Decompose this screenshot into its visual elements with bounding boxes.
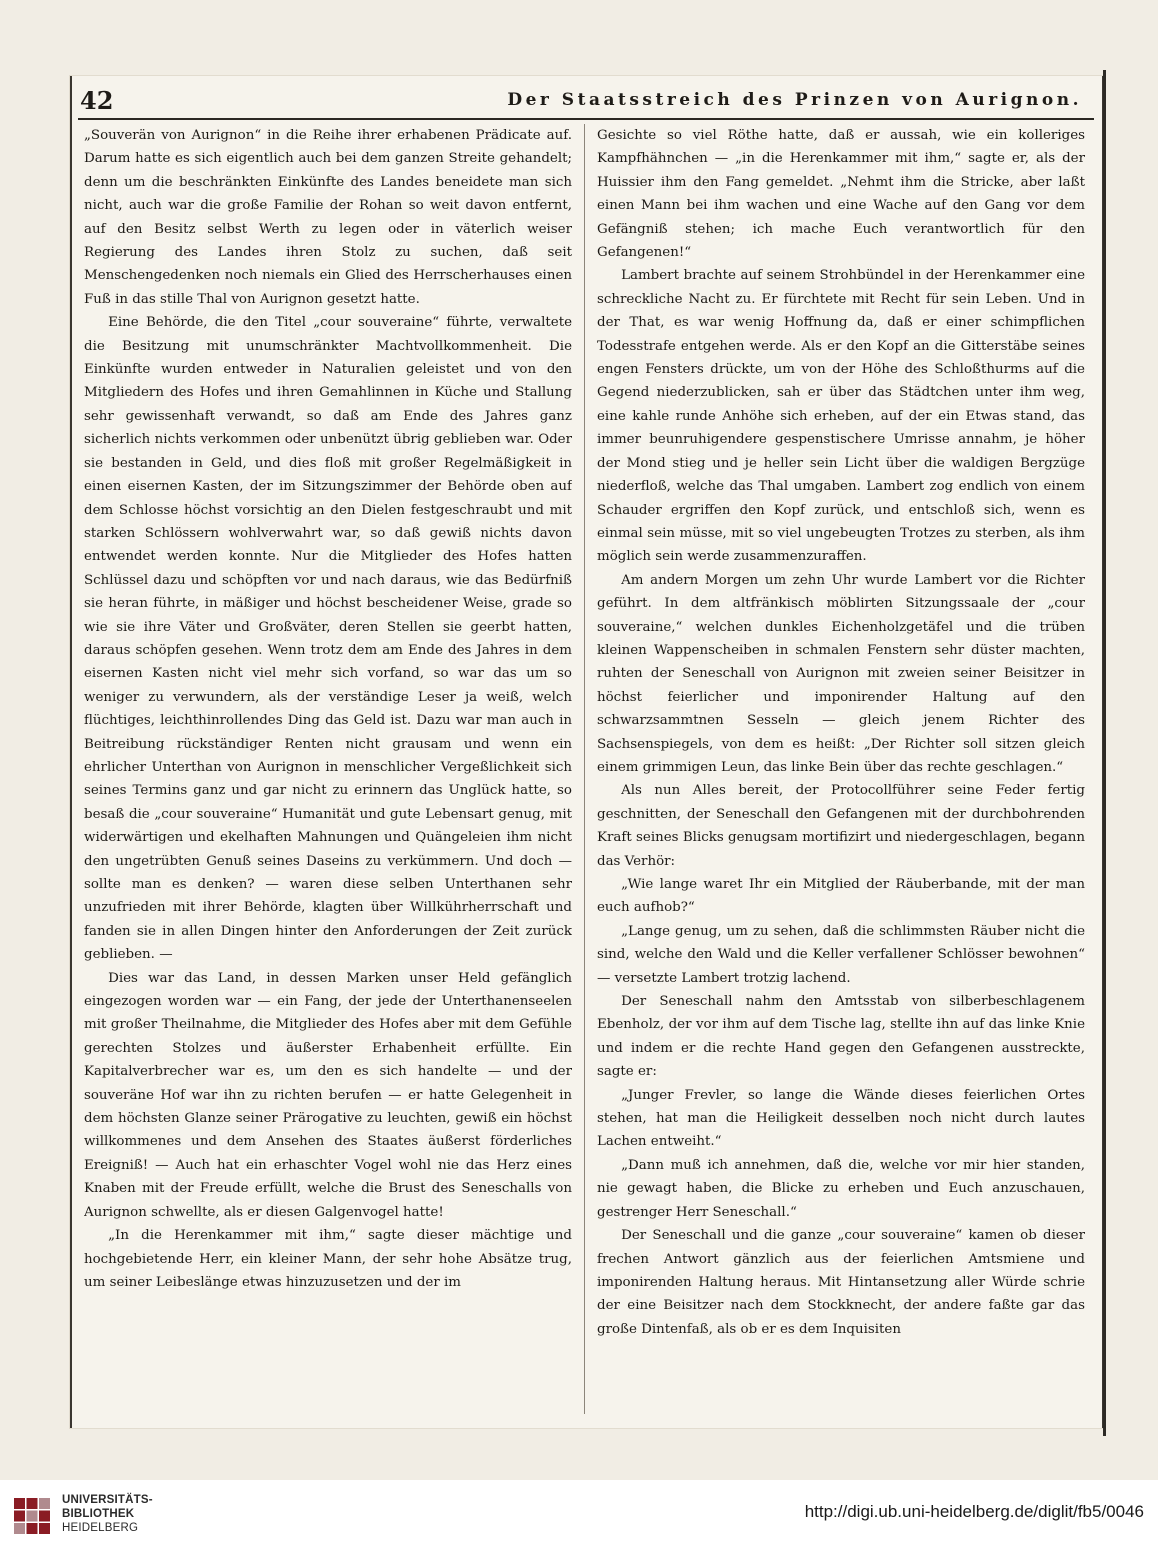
paragraph: „Junger Frevler, so lange die Wände dieses feierlichen Ortes stehen, hat man die Heiligkeit desselben noch nicht durch lautes Lachen entweiht.“ (597, 1087, 1085, 1150)
paragraph: Der Seneschall und die ganze „cour souveraine“ kamen ob dieser frechen Antwort gänzlich aus der feierlichen Amtsmiene und imponirenden Haltung heraus. Mit Hintansetzung aller Würde schrie der eine Beisitzer nach dem Stockknecht, der andere faßte gar das große Dintenfaß, als ob er es dem Inquisiten (597, 1228, 1085, 1337)
library-name-line3: HEIDELBERG (62, 1522, 139, 1534)
library-name-line2: BIBLIOTHEK (62, 1508, 135, 1520)
paragraph: „Dann muß ich annehmen, daß die, welche vor mir hier standen, nie gewagt haben, die Blicke zu erheben und Euch anzuschauen, gestrenger Herr Seneschall.“ (597, 1157, 1085, 1220)
library-name-line1: UNIVERSITÄTS- (62, 1494, 153, 1506)
page-header (80, 86, 1090, 114)
paragraph: Am andern Morgen um zehn Uhr wurde Lambert vor die Richter geführt. In dem altfränkisch möblirten Sitzungssaale der „cour souveraine,“ welchen dunkles Eichenholzgetäfel und die trüben kleinen Wappenscheiben in schmalen Fenstern sehr düster machten, ruhten der Seneschall von Aurignon mit zweien seiner Beisitzer in höchst feierlicher und imponirender Haltung auf den schwarzsammtnen Sesseln — gleich jenem Richter des Sachsenspiegels, von dem es heißt: „Der Richter soll sitzen gleich einem grimmigen Leun, das linke Bein über das rechte geschlagen.“ (597, 572, 1085, 775)
university-library-logo-icon[interactable] (12, 1496, 52, 1536)
paragraph: Eine Behörde, die den Titel „cour souveraine“ führte, verwaltete die Besitzung mit unumschränkter Machtvollkommenheit. Die Einkünfte wurden entweder in Naturalien geleistet und von den Mitgliedern des Hofes und ihren Gemahlinnen in Küche und Stallung sehr gewissenhaft verwandt, so daß am Ende des Jahres ganz sicherlich nichts verkommen oder unbenützt übrig geblieben war. Oder sie bestanden in Geld, und dies floß mit großer Regelmäßigkeit in einen eisernen Kasten, der im Sitzungszimmer der Behörde oben auf dem Schlosse höchst vorsichtig an den Dielen festgeschraubt und mit starken Schlössern wohlverwahrt war, so daß gewiß nichts davon entwendet werden konnte. Nur die Mitglieder des Hofes hatten Schlüssel dazu und schöpften vor und nach daraus, wie das Bedürfniß sie heran führte, in mäßiger und höchst bescheidener Weise, grade so wie sie ihre Väter und Großväter, deren Stellen sie geerbt hatten, daraus schöpfen gesehen. Wenn trotz dem am Ende des Jahres in dem eisernen Kasten nicht viel mehr sich vorfand, so war das um so weniger zu verwundern, als der verständige Leser ja weiß, welch flüchtiges, leichthinrollendes Ding das Geld ist. Dazu war man auch in Beitreibung rückständiger Renten nicht grausam und wenn ein ehrlicher Unterthan von Aurignon in menschlicher Vergeßlichkeit sich seines Termins ganz und gar nicht zu erinnern das Unglück hatte, so besaß die „cour souveraine“ Humanität und gute Lebensart genug, mit widerwärtigen und ekelhaften Mahnungen und Quängeleien ihm nicht den ungetrübten Genuß seines Daseins zu verkümmern. Und doch — sollte man es denken? — waren diese selben Unterthanen sehr unzufrieden mit ihrer Behörde, klagten über Willkührherrschaft und fanden sie in allen Dingen hinter den Anforderungen der Zeit zurück geblieben. — (84, 315, 572, 963)
paragraph: Als nun Alles bereit, der Protocollführer seine Feder fertig geschnitten, der Seneschall den Gefangenen mit der durchbohrenden Kraft seines Blicks genugsam mortifizirt und niedergeschlagen, begann das Verhör: (597, 783, 1085, 869)
library-name (62, 1493, 153, 1535)
permalink-url[interactable]: http://digi.ub.uni-heidelberg.de/diglit/fb5/0046 (804, 1502, 1144, 1521)
text-column-left (84, 124, 572, 1414)
paragraph: „Souverän von Aurignon“ in die Reihe ihrer erhabenen Prädicate auf. Darum hatte es sich eigentlich auch bei dem ganzen Streite gehandelt; denn um die beschränkten Einkünfte des Landes beneidete man sich nicht, auch war die große Familie der Rohan so weit davon entfernt, auf den Besitz selbst Werth zu legen oder in väterlich weiser Regierung des Landes ihren Stolz zu suchen, daß seit Menschengedenken noch niemals ein Glied des Herrscherhauses einen Fuß in das stille Thal von Aurignon gesetzt hatte. (84, 128, 572, 307)
paragraph: „In die Herenkammer mit ihm,“ sagte dieser mächtige und hochgebietende Herr, ein kleiner Mann, der sehr hohe Absätze trug, um seiner Leibeslänge etwas hinzuzusetzen und der im (84, 1228, 572, 1290)
running-title: Der Staatsstreich des Prinzen von Aurignon. (507, 90, 1082, 110)
page-number: 42 (80, 85, 114, 115)
page-edge (1103, 70, 1106, 1436)
paragraph: „Lange genug, um zu sehen, daß die schlimmsten Räuber nicht die sind, welche den Wald und die Keller verfallener Schlösser bewohnen“ — versetzte Lambert trotzig lachend. (597, 923, 1085, 986)
header-rule (78, 118, 1094, 120)
column-divider (584, 124, 585, 1414)
paragraph: Gesichte so viel Röthe hatte, daß er aussah, wie ein kolleriges Kampfhähnchen — „in die Herenkammer mit ihm,“ sagte er, als der Huissier ihm den Fang gemeldet. „Nehmt ihm die Stricke, aber laßt einen Mann bei ihm wachen und eine Wache auf den Gang vor dem Gefängniß stehen; ich mache Euch verantwortlich für den Gefangenen!“ (597, 128, 1085, 261)
paragraph: Der Seneschall nahm den Amtsstab von silberbeschlagenem Ebenholz, der vor ihm auf dem Tische lag, stellte ihn auf das linke Knie und indem er die rechte Hand gegen den Gefangenen ausstreckte, sagte er: (597, 994, 1085, 1080)
paragraph: Dies war das Land, in dessen Marken unser Held gefänglich eingezogen worden war — ein Fang, der jede der Unterthanenseelen mit großer Theilnahme, die Mitglieder des Hofes aber mit dem Gefühle gerechten Stolzes und äußerster Erhabenheit erfüllte. Ein Kapitalverbrecher war es, um den es sich handelte — und der souveräne Hof war ihn zu richten berufen — er hatte Gelegenheit in dem höchsten Glanze seiner Prärogative zu leuchten, gewiß ein höchst willkommenes und dem Ansehen des Staates äußerst förderliches Ereigniß! — Auch hat ein erhaschter Vogel wohl nie das Herz eines Knaben mit der Freude erfüllt, welche die Brust des Seneschalls von Aurignon schwellte, als er diesen Galgenvogel hatte! (84, 970, 572, 1220)
text-column-right (597, 124, 1085, 1414)
paragraph: Lambert brachte auf seinem Strohbündel in der Herenkammer eine schreckliche Nacht zu. Er fürchtete mit Recht für sein Leben. Und in der That, es war wenig Hoffnung da, daß er einer schimpflichen Todesstrafe entgehen werde. Als er den Kopf an die Gitterstäbe seines engen Fensters drückte, um von der Höhe des Schloßthurms auf die Gegend niederzublicken, sah er über das Städtchen unter ihm weg, eine kahle runde Anhöhe sich erheben, auf der ein Etwas stand, das immer beunruhigendere gespenstischere Umrisse annahm, je höher der Mond stieg und je heller sein Licht über die waldigen Bergzüge niederfloß, welche das Thal umgaben. Lambert zog endlich von einem Schauder ergriffen den Kopf zurück, und entschloß sich, wenn es einmal sein müsse, mit so viel ungebeugten Trotzes zu sterben, als ihm möglich sein werde zusammenzuraffen. (597, 268, 1085, 565)
paragraph: „Wie lange waret Ihr ein Mitglied der Räuberbande, mit der man euch aufhob?“ (597, 877, 1085, 916)
